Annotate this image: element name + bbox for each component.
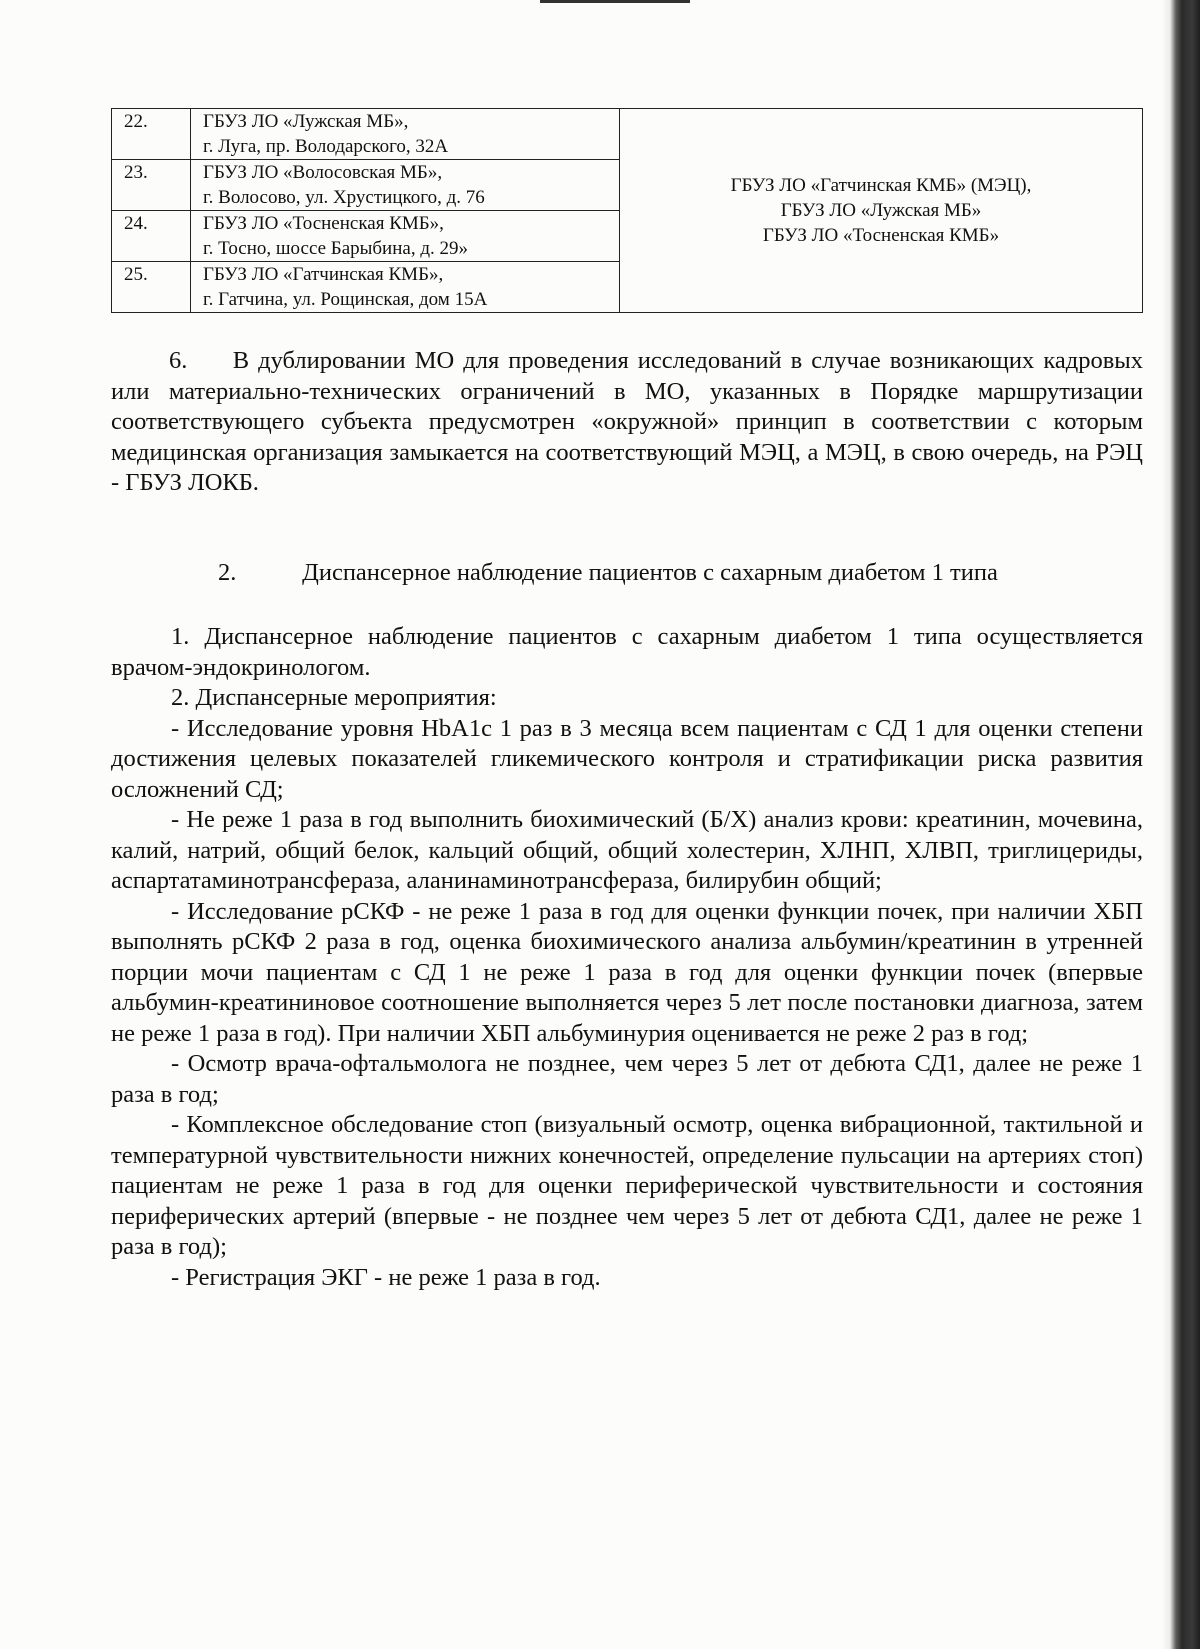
section-number: 2. <box>218 559 237 586</box>
scan-edge-shadow <box>1162 0 1200 1649</box>
section-body <box>111 622 1143 1293</box>
scan-artifact-top <box>540 0 690 3</box>
item-6-block <box>111 346 1143 499</box>
expert-center-line: ГБУЗ ЛО «Гатчинская КМБ» (МЭЦ), <box>730 175 1032 196</box>
body-paragraph: 2. Диспансерные мероприятия: <box>171 684 497 711</box>
routing-table <box>111 108 1143 313</box>
organization-address: г. Волосово, ул. Хрустицкого, д. 76 <box>203 187 485 208</box>
list-item: - Регистрация ЭКГ - не реже 1 раза в год. <box>171 1263 601 1291</box>
list-item: - Не реже 1 раза в год выполнить биохимический (Б/Х) анализ крови: креатинин, мочевина, калий, натрий, общий белок, кальций общий, общий холестерин, ХЛНП, ХЛВП, триглицериды, аспартатаминотрансфераза, аланинаминотрансфераза, билирубин общий; <box>111 806 1143 894</box>
row-number: 22. <box>112 109 191 160</box>
organization-cell <box>191 262 620 313</box>
body-paragraph: 1. Диспансерное наблюдение пациентов с сахарным диабетом 1 типа осуществляется врачом-эндокринологом. <box>111 623 1143 681</box>
organization-cell <box>191 160 620 211</box>
organization-address: г. Гатчина, ул. Рощинская, дом 15А <box>203 289 488 310</box>
table-row <box>112 109 1143 160</box>
list-item: - Исследование уровня HbA1c 1 раз в 3 месяца всем пациентам с СД 1 для оценки степени достижения целевых показателей гликемического контроля и стратификации риска развития осложнений СД; <box>111 714 1143 803</box>
item-6-paragraph: 6. В дублировании МО для проведения исследований в случае возникающих кадровых или материально-технических ограничений в МО, указанных в Порядке маршрутизации соответствующего субъекта предусмотрен «окружной» принцип в соответствии с которым медицинская организация замыкается на соответствующий МЭЦ, а МЭЦ, в свою очередь, на РЭЦ - ГБУЗ ЛОКБ. <box>111 347 1143 496</box>
row-number: 24. <box>112 211 191 262</box>
expert-center-cell <box>620 109 1143 313</box>
organization-name: ГБУЗ ЛО «Волосовская МБ», <box>203 162 443 183</box>
organization-address: г. Луга, пр. Володарского, 32А <box>203 136 449 157</box>
organization-name: ГБУЗ ЛО «Тосненская КМБ», <box>203 213 444 234</box>
list-item: - Исследование рСКФ - не реже 1 раза в год для оценки функции почек, при наличии ХБП выполнять рСКФ 2 раза в год, оценка биохимического анализа альбумин/креатинин в утренней порции мочи пациентам с СД 1 не реже 1 раза в год для оценки функции почек (впервые альбумин-креатининовое соотношение выполняется через 5 лет после постановки диагноза, затем не реже 1 раза в год). При наличии ХБП альбуминурия оценивается не реже 2 раз в год; <box>111 897 1143 1047</box>
expert-center-line: ГБУЗ ЛО «Тосненская КМБ» <box>762 225 1000 246</box>
row-number: 23. <box>112 160 191 211</box>
expert-center-line: ГБУЗ ЛО «Лужская МБ» <box>780 200 982 221</box>
list-item: - Осмотр врача-офтальмолога не позднее, чем через 5 лет от дебюта СД1, далее не реже 1 раза в год; <box>111 1050 1143 1108</box>
section-title: Диспансерное наблюдение пациентов с сахарным диабетом 1 типа <box>302 559 998 586</box>
section-heading <box>218 559 998 587</box>
list-item: - Комплексное обследование стоп (визуальный осмотр, оценка вибрационной, тактильной и температурной чувствительности нижних конечностей, определение пульсации на артериях стоп) пациентам не реже 1 раза в год для оценки периферической чувствительности и состояния периферических артерий (впервые - не позднее чем через 5 лет от дебюта СД1, далее не реже 1 раза в год); <box>111 1111 1143 1260</box>
organization-cell <box>191 109 620 160</box>
organization-name: ГБУЗ ЛО «Лужская МБ», <box>203 111 409 132</box>
organization-address: г. Тосно, шоссе Барыбина, д. 29» <box>203 238 468 259</box>
organization-name: ГБУЗ ЛО «Гатчинская КМБ», <box>203 264 444 285</box>
organization-cell <box>191 211 620 262</box>
row-number: 25. <box>112 262 191 313</box>
